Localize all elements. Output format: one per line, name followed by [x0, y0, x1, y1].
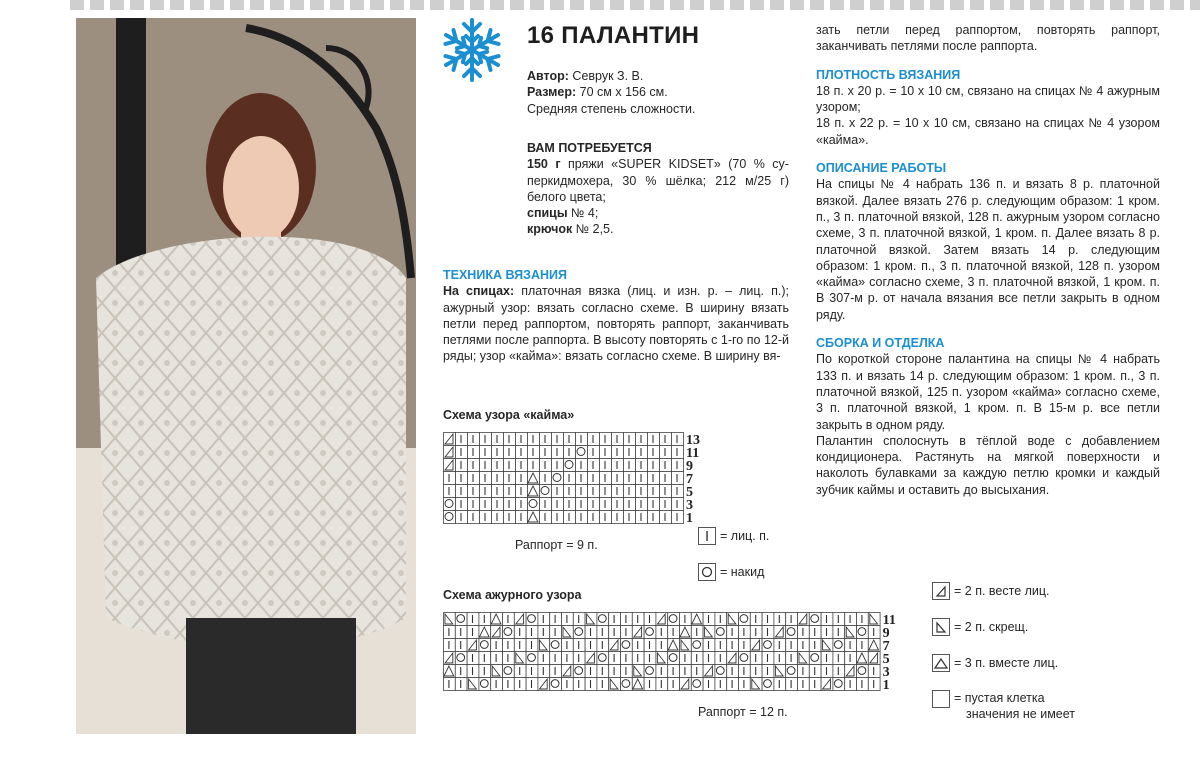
chart-row-label: 13: [686, 433, 700, 448]
hook-text: № 2,5.: [575, 222, 614, 237]
legend-k3tog: [932, 654, 1058, 672]
gauge-line-1: 18 п. х 20 р. = 10 х 10 см, связано на спицах № 4 ажурным узором;: [816, 83, 1160, 115]
model-photo: [76, 18, 416, 734]
legend-k3tog-text: = 3 п. вместе лиц.: [954, 656, 1059, 670]
chart-row-label: 11: [686, 446, 700, 461]
legend-knit: [698, 527, 769, 545]
schema-border-title: Схема узора «кайма»: [443, 408, 575, 422]
continuation-text: зать петли перед раппортом, повторять раппорт, заканчивать петлями после раппорта.: [816, 23, 1160, 54]
legend-k2tog-text: = 2 п. весте лиц.: [954, 584, 1050, 598]
chart-row-label: 9: [882, 626, 890, 641]
gauge-line-2: 18 п. х 22 р. = 10 х 10 см, связано на спицах № 4 узором «кайма».: [816, 116, 1160, 147]
empty-cell-symbol-icon: [932, 690, 950, 708]
schema-lace-title: Схема ажурного узора: [443, 588, 582, 602]
schema-lace-grid: [443, 612, 903, 700]
technique-heading: ТЕХНИКА ВЯЗАНИЯ: [443, 268, 568, 282]
yarn-text: пряжи «SUPER KIDSET» (70 % су-перкидмохера, 30 % шёлка; 212 м/25 г) белого цвета;: [527, 157, 789, 204]
legend-empty-line-2: значения не имеет: [966, 707, 1076, 721]
top-decor-strip: [70, 0, 1200, 10]
schema-border-rapport: Раппорт = 9 п.: [515, 538, 598, 552]
author-label: Автор:: [527, 69, 569, 83]
yarn-over-symbol-icon: [698, 563, 716, 581]
legend-empty: [932, 690, 1075, 722]
chart-row-label: 7: [686, 472, 693, 487]
schema-border-grid: [443, 432, 703, 532]
assembly-text-2: Палантин сполоснуть в тёплой воде с добавлением кондиционера. Растянуть на мягкой поверхности и наколоть булавками за каждую петлю кромки и каждый зубчик каймы и оставить до высыхания.: [816, 433, 1160, 497]
yarn-amount: 150 г: [527, 157, 561, 172]
chart-row-label: 7: [882, 639, 890, 654]
materials-heading: ВАМ ПОТРЕБУЕТСЯ: [527, 141, 652, 155]
hook-label: крючок: [527, 222, 573, 237]
ssk-symbol-icon: [932, 618, 950, 636]
description-heading: ОПИСАНИЕ РАБОТЫ: [816, 161, 947, 176]
size-label: Размер:: [527, 85, 577, 100]
k2tog-symbol-icon: [932, 582, 950, 600]
schema-lace-rapport: Раппорт = 12 п.: [698, 705, 788, 719]
chart-row-label: 9: [686, 459, 693, 474]
assembly-heading: СБОРКА И ОТДЕЛКА: [816, 336, 945, 351]
description-text: На спицы № 4 набрать 136 п. и вязать 8 р. платочной вязкой. Далее вязать 276 р. следующим образом: 1 кром. п., 3 п. платочной вязкой, 128 п. ажурным узором согласно схеме, 3 п. платочной вязкой, 1 кром. п. Далее вязать 8 р. платочной вязкой. Затем вязать 14 р. следующим образом: 1 кром. п., 3 п. платочной вязкой, 128 п. узором «кайма» согласно схеме, 3 п. платочной вязкой, 1 кром. п. В 307-м р. от начала вязания все петли закрыть в одном ряду.: [816, 177, 1160, 322]
legend-ssk: [932, 618, 1028, 636]
page-title: 16 ПАЛАНТИН: [527, 22, 700, 49]
right-column: [816, 22, 1160, 498]
legend-k2tog: [932, 582, 1050, 600]
chart-row-label: 5: [686, 485, 693, 500]
knit-symbol-icon: [698, 527, 716, 545]
legend-empty-line-1: = пустая клетка: [954, 691, 1045, 705]
info-block: [527, 68, 787, 117]
technique-lead: На спицах:: [443, 284, 515, 299]
assembly-text-1: По короткой стороне палантина на спицы № 4 набрать 133 п. и вязать 14 р. следующим образом: 1 кром. п., 3 п. платочной вязкой, 125 п. узором «кайма» согласно схеме, 3 п. платочной вязкой, 1 кром. п. В 15-м р. все петли закрыть в одном ряду.: [816, 352, 1160, 432]
legend-empty-text: [954, 690, 1075, 722]
legend-knit-text: = лиц. п.: [720, 529, 770, 543]
size-value: 70 см х 156 см.: [579, 85, 668, 100]
chart-row-label: 5: [882, 652, 890, 667]
chart-row-label: 3: [882, 665, 890, 680]
author-value: Севрук З. В.: [572, 69, 644, 83]
needles-label: спицы: [527, 206, 568, 221]
chart-row-label: 1: [686, 511, 693, 526]
materials-block: [527, 140, 789, 238]
chart-row-label: 3: [686, 498, 693, 513]
technique-block: [443, 267, 789, 365]
snowflake-icon: [440, 16, 504, 84]
k3tog-symbol-icon: [932, 654, 950, 672]
chart-row-label: 1: [882, 678, 890, 693]
needles-text: № 4;: [571, 206, 599, 221]
gauge-heading: ПЛОТНОСТЬ ВЯЗАНИЯ: [816, 67, 961, 82]
legend-yo: [698, 563, 764, 581]
legend-yo-text: = накид: [720, 565, 765, 579]
legend-ssk-text: = 2 п. скрещ.: [954, 620, 1029, 634]
difficulty-text: Средняя степень сложности.: [527, 101, 696, 116]
technique-text: платочная вязка (лиц. и изн. р. – лиц. п.); ажурный узор: вязать согласно схеме. В ширину вязать петли перед раппортом, повторять раппорт, заканчивать петлями после раппорта. В высоту повторять с 1-го по 12-й ряды; узор «кайма»: вязать согласно схеме. В ширину вя-: [443, 284, 789, 364]
chart-row-label: 11: [882, 613, 896, 628]
